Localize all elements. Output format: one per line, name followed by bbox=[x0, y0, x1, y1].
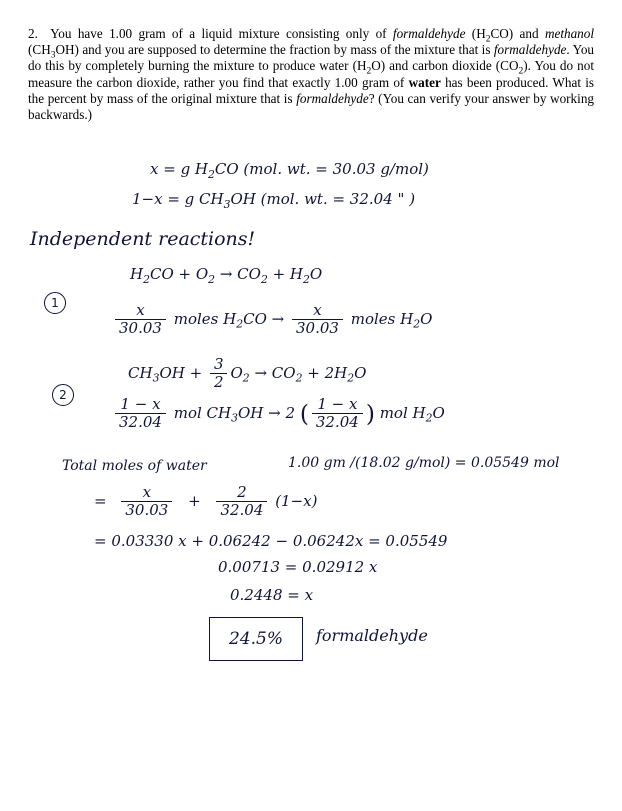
answer-box: 24.5% bbox=[209, 617, 303, 661]
reaction-1-moles: $\frac{x}{30.03}$ moles $H_2CO$ → $\frac{x}{30.03}$ moles $H_2O$ bbox=[112, 302, 432, 338]
answer-label: formaldehyde bbox=[316, 626, 428, 645]
reaction-2-moles: $\frac{1 - x}{32.04}$ mol $CH_3OH \to 2$ ( $\frac{1 - x}{32.04}$ ) mol $H_2O$ bbox=[112, 396, 445, 432]
reaction-2-equation: $CH_3OH$ + $\frac{3}{2}$ $O_2 \to CO_2 + 2H_2O$ bbox=[128, 355, 367, 392]
problem-number: 2. bbox=[28, 26, 38, 41]
reaction-2-marker: 2 bbox=[52, 384, 74, 406]
total-moles-label: Total moles of water bbox=[62, 458, 207, 474]
independent-reactions-heading: Independent reactions! bbox=[30, 228, 256, 250]
reaction-1-equation: $H_2CO + O_2 \to CO_2 + H_2O$ bbox=[130, 265, 323, 286]
total-moles-value: 1.00 gm /(18.02 g/mol) = 0.05549 mol bbox=[288, 455, 560, 471]
problem-statement: 2. You have 1.00 gram of a liquid mixture consisting only of formaldehyde $(H_2CO)$ and methanol $(CH_3OH)$ and you are supposed to determine the fraction by mass of the mixture that is formaldehyde. You do this by completely burning the mixture to produce water $(H_2O)$ and carbon dioxide $(CO_2)$. You do not measure the carbon dioxide, rather you find that exactly 1.00 gram of water has been produced. What is the percent by mass of the original mixture that is formaldehyde? (You can verify your answer by working backwards.) bbox=[28, 26, 595, 123]
equation-solution: 0.2448 = x bbox=[230, 586, 314, 604]
definition-one-minus-x: 1−x = g $CH_3OH$ (mol. wt. = 32.04 " ) bbox=[132, 190, 416, 211]
reaction-1-marker: 1 bbox=[44, 292, 66, 314]
definition-x: x = g $H_2CO$ (mol. wt. = 30.03 g/mol) bbox=[150, 160, 429, 181]
equation-setup: = $\frac{x}{30.03}$ + $\frac{2}{32.04}$ (1−x) bbox=[94, 483, 318, 520]
equation-simplified: 0.00713 = 0.02912 x bbox=[218, 558, 378, 576]
equation-expanded: = 0.03330 x + 0.06242 − 0.06242x = 0.05549 bbox=[94, 532, 448, 550]
